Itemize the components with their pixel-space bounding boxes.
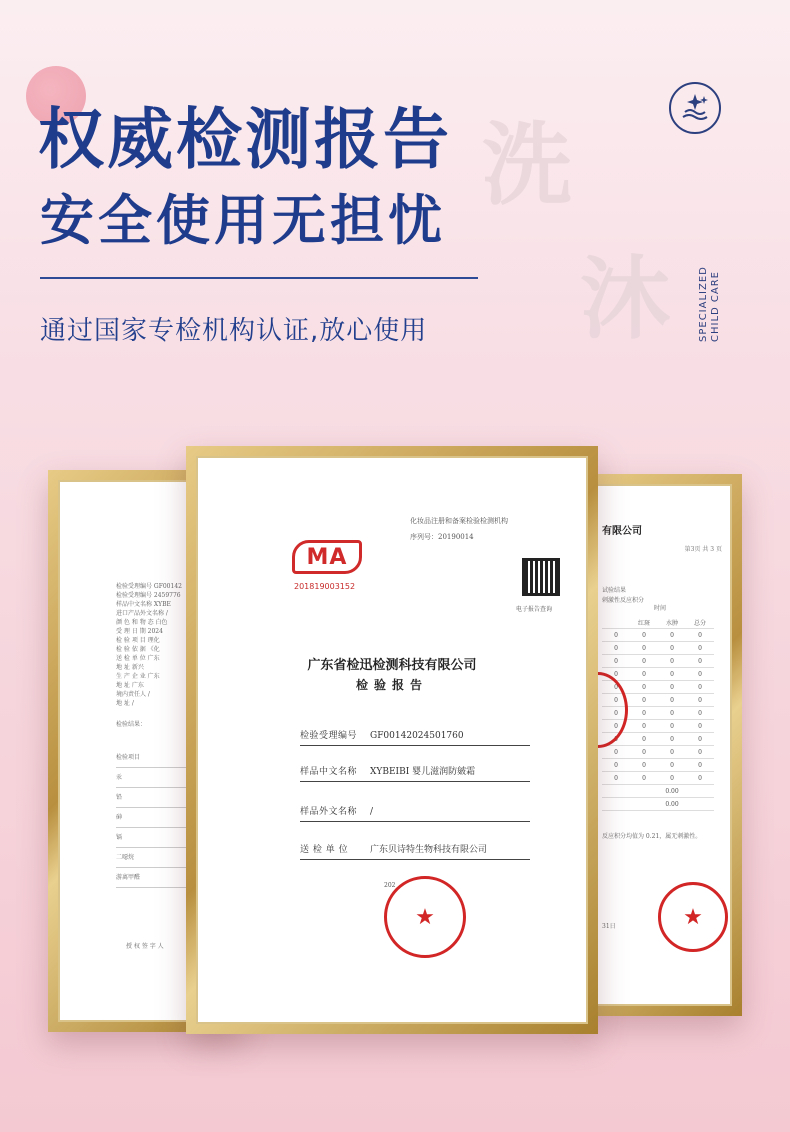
left-row: 进口产品外文名称 / [116,610,168,617]
field-submitting-unit: 送 检 单 位 广东贝诗特生物科技有限公司 [300,842,530,860]
hero-divider [40,277,478,279]
table-row: 铅 [116,788,234,808]
seal-star-icon: ★ [683,904,703,930]
hero-description: 通过国家专检机构认证,放心使用 [40,316,428,346]
left-row: 检 验 依 据 《化 [116,646,160,653]
left-row: 地 址 广东 [116,682,144,689]
hero-subtitle: 安全使用无担忧 [40,189,446,252]
field-acceptance-no: 检验受理编号 GF00142024501760 [300,728,530,746]
main-cert-institution: 化妆品注册和备案检验检测机构 [410,517,508,525]
table-row: 0 0 0 0 [602,642,714,655]
qr-label: 电子报告查询 [516,606,553,613]
table-row: 0 0 0 0 [602,655,714,668]
qr-code-icon [522,558,560,596]
table-row: 0 0 0 0 [602,681,714,694]
table-row: 镉 [116,828,234,848]
left-row: 地 址 / [116,700,134,707]
table-row: 0 0 0 0 [602,694,714,707]
table-row: 检验项目 [116,748,234,768]
table-row: 0 0 0 0 [602,668,714,681]
field-sample-foreign-name: 样品外文名称 / [300,804,530,822]
left-row: 受 理 日 期 2024 [116,628,163,635]
right-sub-header: 刺激性反应积分 [602,597,645,604]
right-page-number: 第3页 共 3 页 [684,546,722,553]
table-row: 0 0 0 0 [602,759,714,772]
left-row: 检验受理编号 GF00142 [116,583,182,590]
left-row: 送 检 单 位 广东 [116,655,160,662]
field-sample-cn-name: 样品中文名称 XYBEIBI 婴儿滋润防皴霜 [300,764,530,782]
cma-number: 201819003152 [294,582,356,591]
table-row: 0 0 0 0 [602,629,714,642]
left-row: 样品中文名称 XYBE [116,601,171,608]
left-results-label: 检验结果： [116,721,147,728]
right-conclusion: 反应积分均值为 0.21，属无刺激性。 [602,833,702,840]
left-row: 颜 色 和 物 态 白色 [116,619,168,626]
table-row: 二噁烷 [116,848,234,868]
main-cert-company: 广东省检迅检测科技有限公司 [307,658,477,673]
table-row: 0 0 0 0 [602,733,714,746]
right-company: 有限公司 [602,526,642,537]
certificate-frame-main [186,446,598,1034]
left-row: 检 验 项 目 理化 [116,637,160,644]
vertical-tagline: SPECIALIZED CHILD CARE [698,266,721,342]
left-signer: 授 权 签 字 人 [126,943,164,950]
left-row: 地 址 新兴 [116,664,144,671]
hero-title: 权威检测报告 [38,101,452,178]
right-date: 31日 [602,923,616,930]
main-cert-date: 202 [384,882,396,889]
main-seal-stamp [384,876,466,958]
table-row: 汞 [116,768,234,788]
main-cert-serial: 序列号：20190014 [410,533,474,541]
table-row: 砷 [116,808,234,828]
table-row: 红斑 水肿 总分 [602,616,714,629]
right-seal-stamp [658,882,728,952]
left-row: 境内责任人 / [116,691,150,698]
main-cert-title: 检验报告 [355,678,428,692]
table-row: 0 0 0 0 [602,707,714,720]
table-row: 0 0 0 0 [602,772,714,785]
certificate-frame-right [586,474,742,1016]
right-result-header: 试验结果 [602,587,627,594]
right-col-header: 时间 [654,605,667,612]
decor-char-bath: 沐 [580,247,670,352]
seal-star-icon: ★ [415,904,435,930]
table-row: 0.00 [602,798,714,811]
decor-char-wash: 洗 [482,113,572,218]
table-row: 0 0 0 0 [602,720,714,733]
left-row: 生 产 企 业 广东 [116,673,160,680]
table-row: 0.00 [602,785,714,798]
table-row: 游离甲醛 [116,868,234,888]
brand-badge-icon [669,82,721,134]
table-row: 0 0 0 0 [602,746,714,759]
left-row: 检验受理编号 2459776 [116,592,181,599]
cma-logo-icon: MA [292,540,362,574]
